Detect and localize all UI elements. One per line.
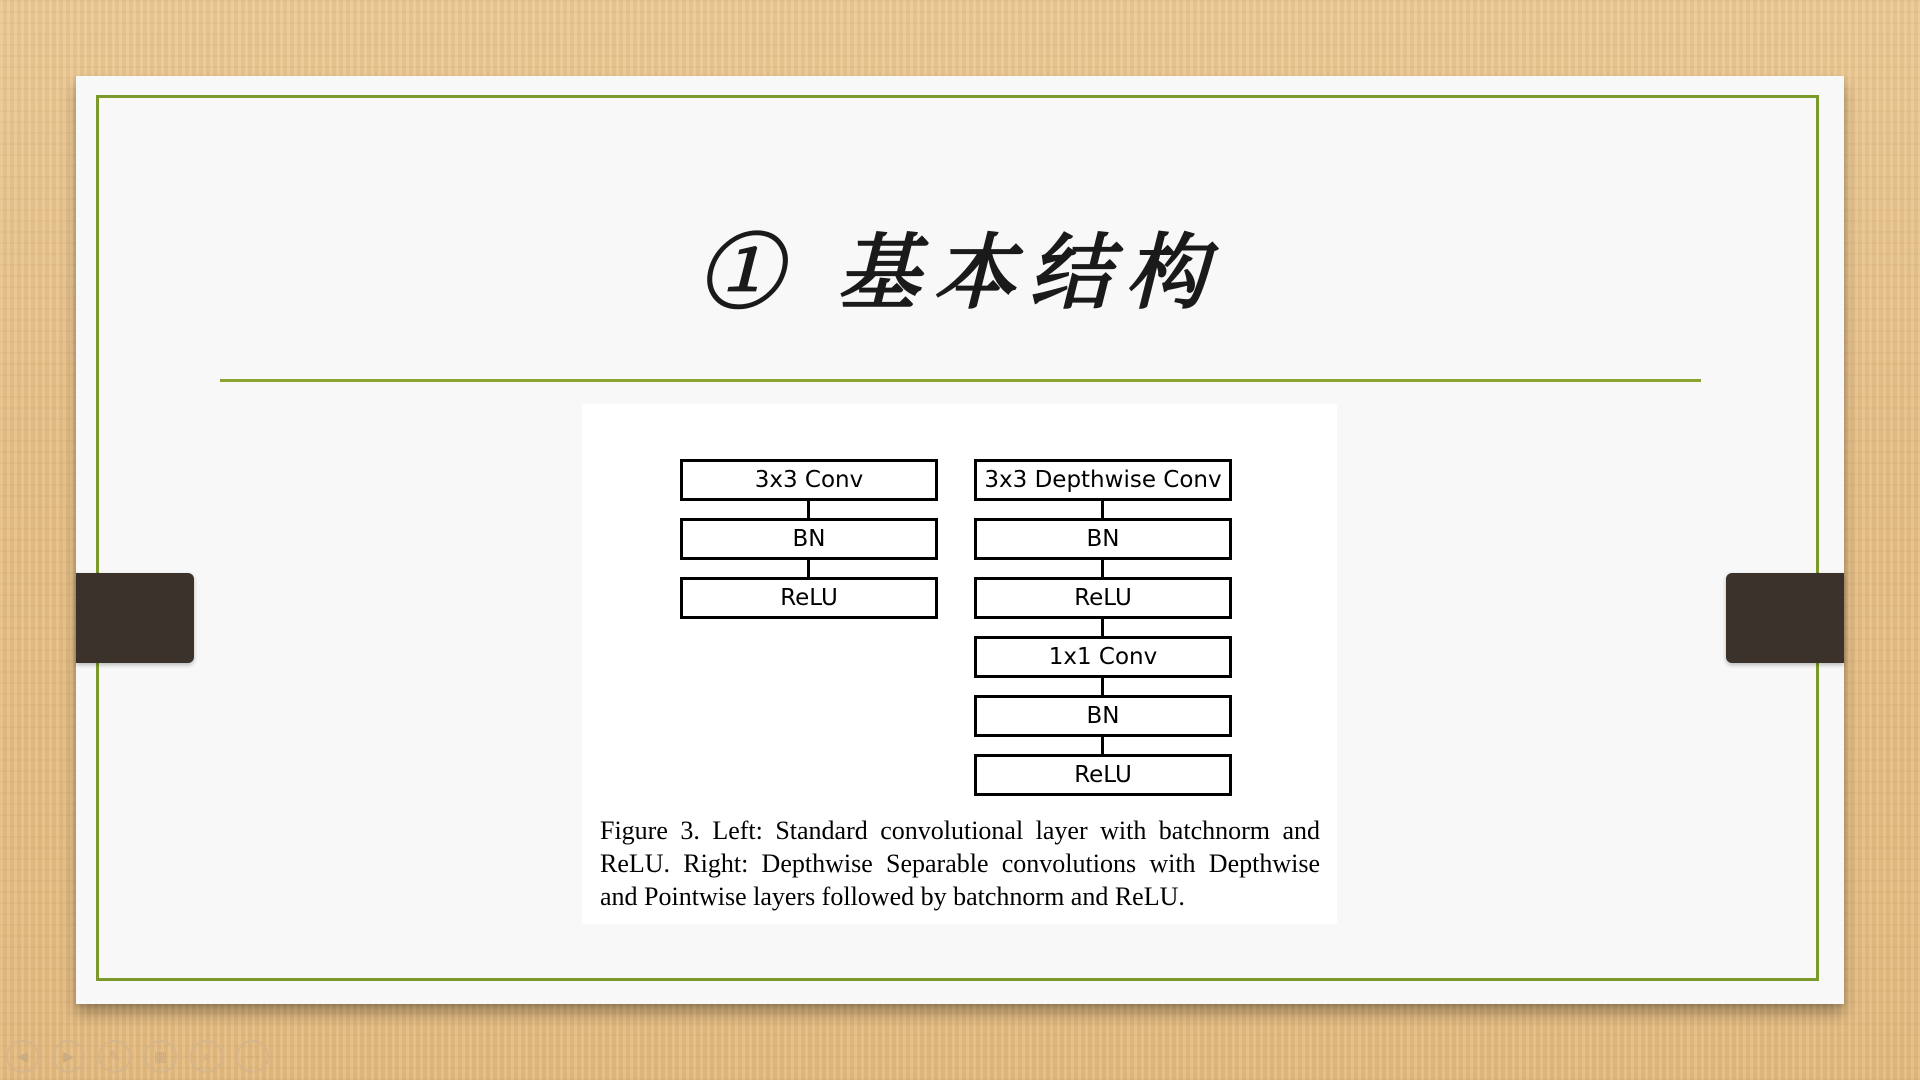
- magnifier-icon: ⌕: [202, 1048, 211, 1065]
- next-slide-button[interactable]: [52, 1040, 85, 1073]
- right-strap-decoration: [1726, 573, 1844, 663]
- zoom-button[interactable]: [190, 1040, 223, 1073]
- next-icon: ▶: [63, 1048, 74, 1065]
- right-layer-bn: BN: [974, 518, 1232, 560]
- right-connector: [1101, 560, 1104, 577]
- right-layer-relu: ReLU: [974, 577, 1232, 619]
- right-connector: [1101, 737, 1104, 754]
- left-layer-conv3x3: 3x3 Conv: [680, 459, 938, 501]
- left-connector: [807, 560, 810, 577]
- left-layer-bn: BN: [680, 518, 938, 560]
- left-strap-decoration: [76, 573, 194, 663]
- right-layer-relu-2: ReLU: [974, 754, 1232, 796]
- more-icon: ⋯: [245, 1048, 260, 1065]
- right-connector: [1101, 678, 1104, 695]
- slide-grid-button[interactable]: [144, 1040, 177, 1073]
- left-layer-relu: ReLU: [680, 577, 938, 619]
- slideshow-controls: [6, 1040, 269, 1073]
- previous-icon: ◀: [17, 1048, 28, 1065]
- title-divider: [220, 379, 1701, 382]
- right-layer-conv1x1: 1x1 Conv: [974, 636, 1232, 678]
- pen-tool-button[interactable]: [98, 1040, 131, 1073]
- left-connector: [807, 501, 810, 518]
- figure-caption: Figure 3. Left: Standard convolutional layer with batchnorm and ReLU. Right: Depthwise Separable convolutions with Depthwise and Pointwise layers followed by batchnorm and ReLU.: [600, 816, 1320, 911]
- pen-icon: ✎: [108, 1048, 121, 1065]
- more-options-button[interactable]: [236, 1040, 269, 1073]
- figure-image: [582, 404, 1337, 924]
- slide-title: ① 基本结构: [698, 225, 1222, 321]
- right-layer-depthwise-conv: 3x3 Depthwise Conv: [974, 459, 1232, 501]
- right-connector: [1101, 619, 1104, 636]
- grid-icon: ▦: [153, 1048, 168, 1065]
- right-connector: [1101, 501, 1104, 518]
- right-layer-bn-2: BN: [974, 695, 1232, 737]
- previous-slide-button[interactable]: [6, 1040, 39, 1073]
